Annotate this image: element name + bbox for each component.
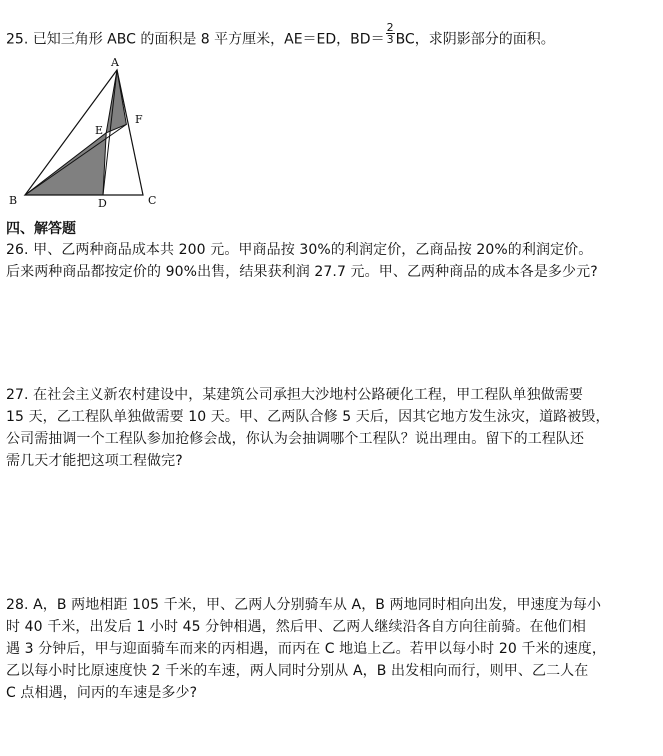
fraction-denominator: 3 [386, 33, 394, 46]
question-27-line: 15 天，乙工程队单独做需要 10 天。甲、乙两队合修 5 天后，因其它地方发生泳灾，道路被毁， [6, 409, 610, 425]
question-28-line: 时 40 千米，出发后 1 小时 45 分钟相遇，然后甲、乙两人继续沿各自方向往前骑。在他们相 [6, 619, 586, 635]
question-26 [6, 239, 658, 283]
question-26-line: 后来两种商品都按定价的 90%出售，结果获利润 27.7 元。甲、乙两种商品的成本各是多少元? [6, 264, 598, 280]
question-25-suffix: BC，求阴影部分的面积。 [395, 31, 555, 48]
question-26-line: 26. 甲、乙两种商品成本共 200 元。甲商品按 30%的利润定价，乙商品按 20%的利润定价。 [6, 242, 593, 258]
question-27 [6, 384, 658, 472]
label-b: B [9, 194, 18, 207]
label-c: C [148, 194, 157, 207]
question-25 [6, 21, 555, 51]
fraction-numerator: 2 [386, 21, 394, 34]
section-title: 四、解答题 [6, 221, 76, 237]
shaded-region-bottom [25, 133, 106, 195]
question-27-line: 公司需抽调一个工程队参加抢修会战，你认为会抽调哪个工程队？说出理由。留下的工程队还 [6, 431, 585, 447]
question-27-line: 27. 在社会主义新农村建设中，某建筑公司承担大沙地村公路硬化工程，甲工程队单独做需要 [6, 387, 584, 403]
label-e: E [95, 124, 104, 137]
question-28-line: C 点相遇，问丙的车速是多少? [6, 685, 198, 701]
fraction-two-thirds [386, 22, 395, 45]
question-28-line: 乙以每小时比原速度快 2 千米的车速，两人同时分别从 A，B 出发相向而行，则甲、乙二人在 [6, 663, 589, 679]
question-28 [6, 594, 658, 704]
label-f: F [135, 113, 143, 126]
triangle-figure [0, 52, 180, 212]
question-28-line: 遇 3 分钟后，甲与迎面骑车而来的丙相遇，而丙在 C 地追上乙。若甲以每小时 20 千米的速度， [6, 641, 606, 657]
question-27-line: 需几天才能把这项工程做完? [6, 453, 183, 469]
label-a: A [111, 56, 119, 69]
question-28-line: 28. A，B 两地相距 105 千米，甲、乙两人分别骑车从 A，B 两地同时相向出发，甲速度为每小 [6, 597, 602, 613]
question-25-prefix: 25. 已知三角形 ABC 的面积是 8 平方厘米，AE＝ED，BD＝ [6, 31, 385, 48]
label-d: D [98, 197, 107, 210]
